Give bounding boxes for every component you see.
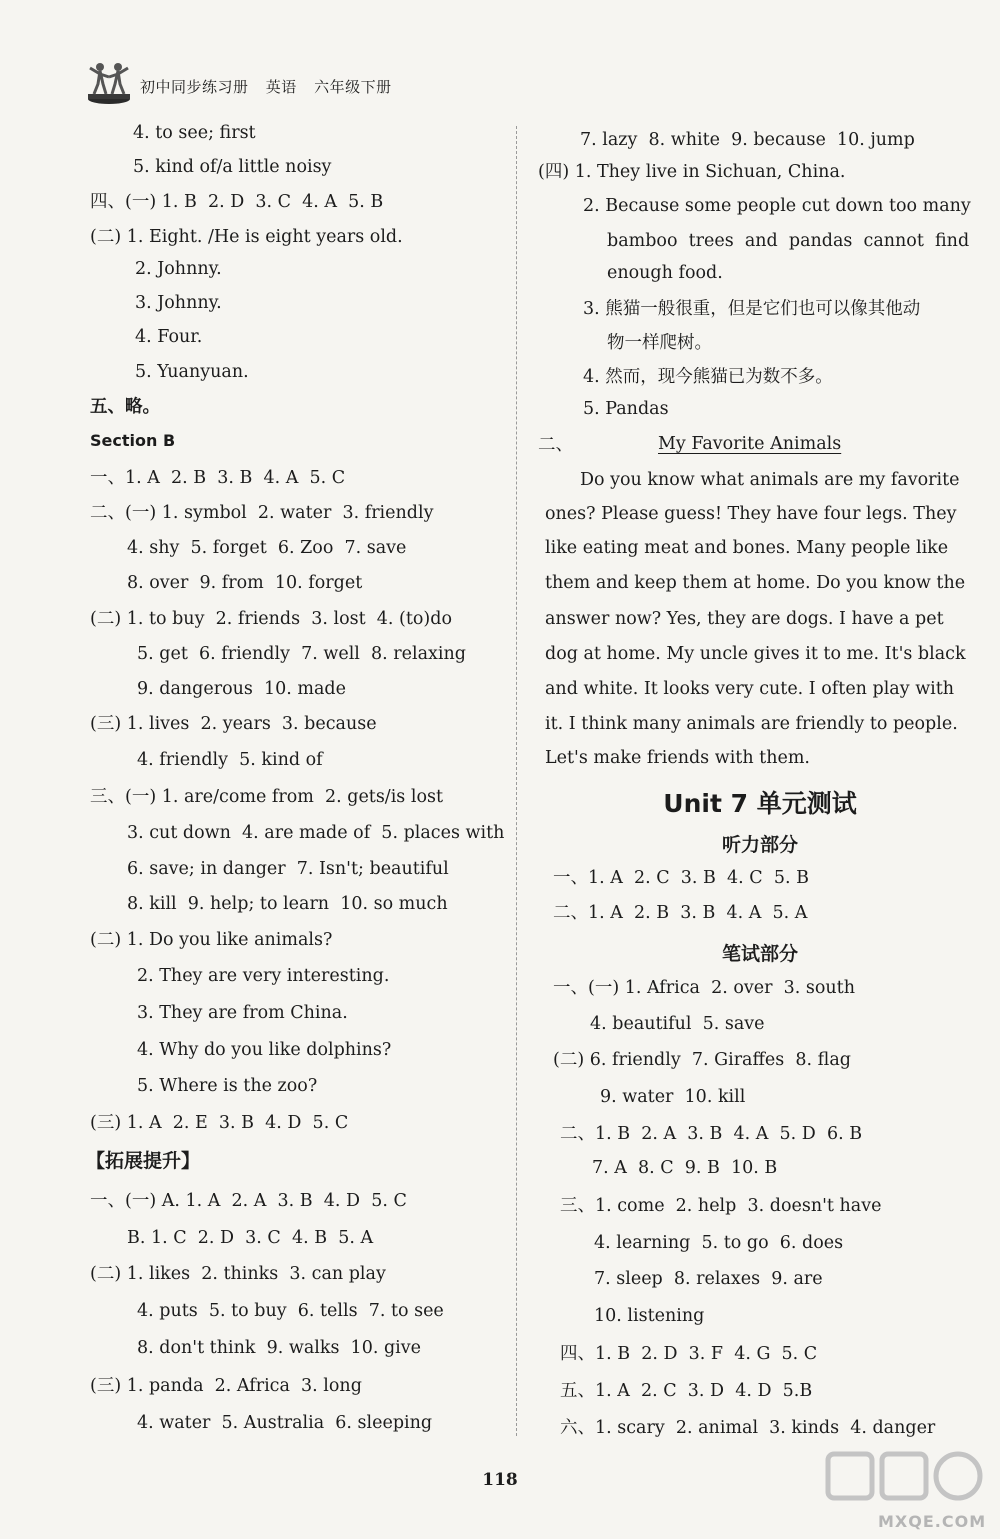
answer-line: 五、略。 bbox=[90, 397, 160, 417]
answer-line: 二、(一) 1. symbol 2. water 3. friendly bbox=[90, 503, 434, 523]
answer-line: 3. They are from China. bbox=[137, 1003, 348, 1023]
answer-line: 3. 熊猫一般很重，但是它们也可以像其他动 bbox=[583, 299, 921, 319]
answer-line: 二、1. A 2. B 3. B 4. A 5. A bbox=[553, 903, 808, 923]
answer-line: 8. over 9. from 10. forget bbox=[127, 573, 363, 593]
answer-line: (三) 1. lives 2. years 3. because bbox=[90, 714, 377, 734]
answer-line: 4. water 5. Australia 6. sleeping bbox=[137, 1413, 433, 1433]
answer-line: 一、1. A 2. C 3. B 4. C 5. B bbox=[553, 868, 809, 888]
essay-line: ones? Please guess! They have four legs. They bbox=[545, 504, 957, 524]
answer-line: 三、(一) 1. are/come from 2. gets/is lost bbox=[90, 787, 443, 807]
unit-title: Unit 7 单元测试 bbox=[663, 789, 857, 818]
answer-line: 4. 然而，现今熊猫已为数不多。 bbox=[583, 367, 833, 387]
essay-line: Let's make friends with them. bbox=[545, 748, 810, 768]
essay-line: and white. It looks very cute. I often play with bbox=[545, 679, 955, 699]
answer-line: 4. beautiful 5. save bbox=[590, 1014, 765, 1034]
answer-line: 2. Because some people cut down too many bbox=[583, 196, 971, 216]
essay-line: them and keep them at home. Do you know the bbox=[545, 573, 966, 593]
answer-line: 6. save; in danger 7. Isn't; beautiful bbox=[127, 859, 449, 879]
answer-line: (二) 1. likes 2. thinks 3. can play bbox=[90, 1264, 386, 1284]
answer-line: 10. listening bbox=[594, 1306, 705, 1326]
answer-line: 4. learning 5. to go 6. does bbox=[594, 1233, 844, 1253]
answer-line: (二) 1. to buy 2. friends 3. lost 4. (to)do bbox=[90, 609, 452, 629]
answer-line: 5. Where is the zoo? bbox=[137, 1076, 318, 1096]
answer-line: 2. Johnny. bbox=[135, 259, 222, 279]
answer-line: 9. dangerous 10. made bbox=[137, 679, 346, 699]
answer-line: 4. Why do you like dolphins? bbox=[137, 1040, 392, 1060]
section-heading: 【拓展提升】 bbox=[86, 1150, 201, 1172]
answer-line: enough food. bbox=[607, 263, 723, 283]
answer-line: 四、1. B 2. D 3. F 4. G 5. C bbox=[560, 1344, 818, 1364]
answer-line: 4. shy 5. forget 6. Zoo 7. save bbox=[127, 538, 407, 558]
essay-line: like eating meat and bones. Many people like bbox=[545, 538, 949, 558]
essay-line: answer now? Yes, they are dogs. I have a pet bbox=[545, 609, 944, 629]
column-divider bbox=[516, 126, 517, 1436]
answer-line: 8. kill 9. help; to learn 10. so much bbox=[127, 894, 448, 914]
essay-title: My Favorite Animals bbox=[658, 434, 842, 454]
answer-line: (三) 1. panda 2. Africa 3. long bbox=[90, 1376, 362, 1396]
answer-line: 二、 bbox=[538, 435, 573, 455]
answer-line: B. 1. C 2. D 3. C 4. B 5. A bbox=[127, 1228, 374, 1248]
answer-line: 一、1. A 2. B 3. B 4. A 5. C bbox=[90, 468, 346, 488]
answer-line: 7. A 8. C 9. B 10. B bbox=[592, 1158, 778, 1178]
answer-line: 4. to see; first bbox=[133, 123, 256, 143]
writing-title: 笔试部分 bbox=[721, 943, 798, 965]
answer-line: 一、(一) 1. Africa 2. over 3. south bbox=[553, 978, 855, 998]
subject: 英语 bbox=[265, 78, 297, 96]
answer-line: 四、(一) 1. B 2. D 3. C 4. A 5. B bbox=[90, 192, 384, 212]
answer-line: 物一样爬树。 bbox=[607, 333, 712, 353]
answer-line: (二) 1. Do you like animals? bbox=[90, 930, 333, 950]
header-text bbox=[140, 76, 404, 97]
answer-line: 4. puts 5. to buy 6. tells 7. to see bbox=[137, 1301, 444, 1321]
answer-line: bamboo trees and pandas cannot find bbox=[607, 231, 970, 251]
answer-line: 二、1. B 2. A 3. B 4. A 5. D 6. B bbox=[560, 1124, 863, 1144]
listening-title: 听力部分 bbox=[721, 834, 798, 856]
answer-line: 5. Pandas bbox=[583, 399, 669, 419]
page-number: 118 bbox=[482, 1470, 518, 1490]
answer-line: 3. cut down 4. are made of 5. places with bbox=[127, 823, 505, 843]
answer-line: 六、1. scary 2. animal 3. kinds 4. danger bbox=[560, 1418, 936, 1438]
answer-line: (四) 1. They live in Sichuan, China. bbox=[538, 162, 846, 182]
answer-line: 4. friendly 5. kind of bbox=[137, 750, 323, 770]
answer-line: 2. They are very interesting. bbox=[137, 966, 390, 986]
answer-line: (三) 1. A 2. E 3. B 4. D 5. C bbox=[90, 1113, 349, 1133]
watermark-text: MXQE.COM bbox=[878, 1512, 987, 1531]
essay-line: it. I think many animals are friendly to people. bbox=[545, 714, 958, 734]
book-name: 初中同步练习册 bbox=[140, 78, 249, 96]
answer-line: 4. Four. bbox=[135, 327, 203, 347]
book-logo-icon bbox=[86, 58, 132, 106]
section-heading: Section B bbox=[90, 431, 176, 450]
essay-line: Do you know what animals are my favorite bbox=[580, 470, 960, 490]
answer-line: 9. water 10. kill bbox=[600, 1087, 746, 1107]
answer-line: 三、1. come 2. help 3. doesn't have bbox=[560, 1196, 882, 1216]
answer-line: 5. Yuanyuan. bbox=[135, 362, 249, 382]
answer-line: 7. sleep 8. relaxes 9. are bbox=[594, 1269, 823, 1289]
grade: 六年级下册 bbox=[314, 78, 392, 96]
answer-line: (二) 1. Eight. /He is eight years old. bbox=[90, 227, 403, 247]
answer-line: 5. get 6. friendly 7. well 8. relaxing bbox=[137, 644, 466, 664]
answer-line: 五、1. A 2. C 3. D 4. D 5.B bbox=[560, 1381, 813, 1401]
answer-line: 一、(一) A. 1. A 2. A 3. B 4. D 5. C bbox=[90, 1191, 407, 1211]
answer-line: 3. Johnny. bbox=[135, 293, 222, 313]
answer-line: (二) 6. friendly 7. Giraffes 8. flag bbox=[553, 1050, 851, 1070]
answer-line: 7. lazy 8. white 9. because 10. jump bbox=[580, 130, 915, 150]
answer-line: 8. don't think 9. walks 10. give bbox=[137, 1338, 421, 1358]
answer-line: 5. kind of/a little noisy bbox=[133, 157, 332, 177]
essay-line: dog at home. My uncle gives it to me. It's black bbox=[545, 644, 966, 664]
